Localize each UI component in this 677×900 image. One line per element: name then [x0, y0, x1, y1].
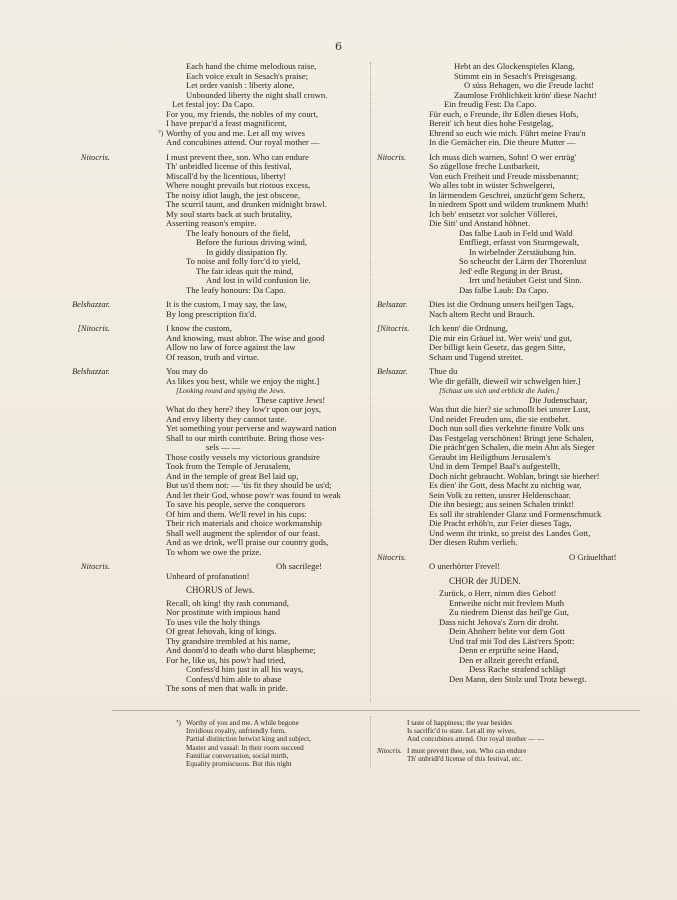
verse-line: Irrt und betäubet Geist und Sinn. [469, 275, 582, 285]
verse-line: Thue du [429, 366, 458, 376]
verse-line: Nach altem Recht und Brauch. [429, 308, 535, 319]
verse-line: Dass nicht Jehova's Zorn dir droht. [439, 616, 559, 627]
verse-line: And concubines attend. Our royal mother — [166, 137, 320, 147]
verse-line: Doch nicht gebraucht. Wohlan, bringt sie hierher! [429, 470, 600, 481]
verse-line: As likes you best, while we enjoy the night.] [166, 375, 320, 386]
verse-line: For he, like us, his pow'r had tried, [166, 654, 286, 665]
footnote-left [176, 719, 366, 769]
verse-line: And lost in wild confusion lie. [206, 275, 311, 285]
verse-line: Worthy of you and me. Let all my wives [166, 127, 305, 138]
verse-line: Oh sacrilege! [276, 561, 323, 571]
verse-line: Partial distinction betwixt king and subject, [186, 735, 311, 744]
verse-line: Shall well augment the splendor of our feast. [166, 527, 321, 538]
verse-line: It is the custom, I may say, the law, [166, 299, 287, 309]
verse-line: But us'd them not: — 'tis fit they should be us'd; [166, 480, 332, 490]
german-belsazar-1 [377, 300, 639, 319]
german-belsazar-2 [377, 367, 639, 548]
german-column [377, 62, 639, 684]
verse-line: Und in dem Tempel Baal's aufgestellt, [429, 461, 561, 471]
verse-line: Asserting reason's empire. [166, 218, 257, 228]
verse-line: Let festal joy: Da Capo. [172, 99, 255, 109]
verse-line: Worthy of you and me. A while begone [186, 719, 299, 727]
speaker-label: Nitocris. [377, 552, 407, 562]
verse-line: Die Sitt' und Anstand höhnet. [429, 218, 531, 228]
verse-line: I taste of happiness; the year besides [407, 719, 512, 727]
verse-line: Confess'd him able to abase [186, 673, 282, 684]
verse-line: Each hand the chime melodious raise, [186, 61, 317, 71]
verse-line: Das falbe Laub: Da Capo. [459, 284, 549, 295]
verse-line: I must prevent thee, son. Who can endure [407, 746, 527, 755]
verse-line: So scheucht der Lärm der Thorenlust [459, 256, 587, 266]
verse-line: Wo alles tobt in wüster Schwelgerei, [429, 180, 555, 190]
verse-line: sels — — [206, 442, 241, 452]
verse-line: And knowing, must abhor. The wise and good [166, 332, 325, 343]
verse-line: Is sacrific'd to state. Let all my wives, [407, 727, 516, 736]
verse-line: In wirbelnder Zerstäubung hin. [469, 246, 576, 257]
verse-line: Scham und Tugend streitet. [429, 351, 524, 362]
verse-line: The sons of men that walk in pride. [166, 683, 288, 693]
speaker-label: Nitocris. [377, 746, 402, 755]
verse-line: To uses vile the holy things [166, 616, 261, 627]
verse-line: O süss Behagen, wo die Freude lacht! [464, 80, 595, 90]
verse-line: Familiar conversation, social mirth, [186, 751, 289, 760]
verse-line: To whom we owe the prize. [166, 546, 262, 557]
verse-line: Of reason, truth and virtue. [166, 351, 260, 362]
footnote-rule [112, 710, 640, 711]
verse-line: Confess'd him just in all his ways, [186, 664, 304, 674]
verse-line: Ehrend so euch wie mich. Führt meine Frau'n [429, 127, 586, 138]
english-nitocris-2 [77, 323, 364, 362]
verse-line: And as we drink, we'll praise our country gods, [166, 537, 329, 547]
verse-line: And doom'd to death who durst blaspheme; [166, 645, 316, 655]
verse-line: Master and vassal: In their room succeed [186, 743, 304, 752]
verse-line: Th' unbridl'd license of this festival, etc. [407, 754, 523, 763]
verse-line: Ich beb' entsetzt vor solcher Völlerei, [429, 208, 558, 219]
verse-line: Geraubt im Heiligthum Jerusalem's [429, 451, 551, 462]
verse-line: Zurück, o Herr, nimm dies Gebot! [439, 588, 557, 598]
footnote-divider [370, 716, 371, 768]
verse-line: Unheard of profanation! [166, 570, 250, 581]
verse-line: You may do [166, 366, 208, 376]
verse-line: Thy grandsire trembled at his name, [166, 635, 291, 646]
speaker-label: [Nitocris. [377, 324, 410, 333]
english-belshazzar-2 [72, 366, 364, 557]
verse-line: O Gräuelthat! [569, 551, 617, 562]
english-belshazzar-1 [72, 299, 364, 319]
verse-line: Was thut die hier? sie schmollt bei unsrer Lust, [429, 404, 591, 414]
footnote-marker: ⁷) [176, 719, 181, 727]
speaker-label: Belshazzar. [72, 367, 110, 376]
verse-line: The leafy honours: Da Capo. [186, 284, 286, 295]
verse-line: Denn er erprüfte seine Hand, [459, 645, 559, 655]
verse-line: Das Festgelag verschönen! Bringt jene Schalen, [429, 432, 594, 443]
verse-line: Dies ist die Ordnung unsers heil'gen Tags, [429, 299, 574, 309]
verse-line: My soul starts back at such brutality, [166, 208, 293, 219]
verse-line: Recall, oh king! thy rash command, [166, 597, 289, 608]
verse-line: Entweihe nicht mit frevlem Muth [449, 597, 565, 608]
verse-line: Der diesen Ruhm verlieh. [429, 537, 518, 547]
verse-line: To save his people, serve the conquerors [166, 499, 306, 509]
verse-line: Und wenn ihr trinkt, so preist des Landes Gott, [429, 527, 591, 538]
verse-line: And in the temple of great Bel laid up, [166, 470, 299, 481]
verse-line: Of great Jehovah, king of kings. [166, 626, 277, 636]
verse-line: Bereit' ich heut dies hohe Festgelag, [429, 118, 554, 128]
verse-line: Die mir ein Gräuel ist. Wer weis' und gut, [429, 332, 572, 343]
verse-line: I must prevent thee, son. Who can endure [166, 151, 309, 162]
verse-line: Den er allzeit gerecht erfand, [459, 654, 559, 665]
verse-line: Those costly vessels my victorious grandsire [166, 451, 320, 462]
verse-line: The leafy honours of the field, [186, 227, 291, 238]
speaker-label: Nitocris. [377, 152, 407, 162]
verse-line: Where nought prevails but riotous excess, [166, 180, 311, 190]
verse-line: Die ihn besiegt; aus seinen Schalen trinkt! [429, 499, 575, 509]
verse-line: Der billigt kein Gesetz, das gegen Sitte, [429, 342, 566, 352]
column-divider [370, 62, 371, 702]
verse-line: Yet something your perverse and wayward nation [166, 423, 337, 433]
verse-line: I know the custom, [166, 323, 232, 333]
verse-line: Wie dir gefällt, dieweil wir schwelgen hier.] [429, 375, 581, 386]
verse-line: I have prepar'd a feast magnificent, [166, 118, 287, 128]
verse-line: Took from the Temple of Jerusalem, [166, 461, 291, 471]
verse-line: To noise and folly forc'd to yield, [186, 256, 301, 266]
verse-line: Für euch, o Freunde, ihr Edlen dieses Hofs, [429, 108, 579, 119]
verse-line: Zu niedrem Dienst das heil'ge Gut, [449, 607, 569, 617]
verse-line: In lärmendem Geschrei, unzücht'gem Scherz, [429, 189, 586, 200]
speaker-label: [Nitocris. [77, 324, 110, 333]
verse-line: Th' unbridled license of this festival, [166, 161, 292, 171]
verse-line: Miscall'd by the licentious, liberty! [166, 170, 287, 181]
verse-line: And let their God, whose pow'r was found to weak [166, 489, 341, 500]
verse-line: Doch nun soll dies verkehrte finstre Volk uns [429, 423, 585, 433]
chorus-heading: CHORUS of Jews. [186, 585, 255, 595]
verse-line: Each voice exult in Sesach's praise; [186, 70, 309, 81]
verse-line: Dein Ahnherr bebte vor dem Gott [449, 626, 565, 636]
english-nitocris-3 [80, 561, 364, 581]
verse-line: Ich kenn' die Ordnung, [429, 323, 508, 333]
verse-line: O unerhörter Frevel! [429, 561, 501, 571]
verse-line: Of him and them. We'll revel in his cups: [166, 508, 307, 519]
verse-line: Die Pracht erhöh'n, zur Feier dieses Tags, [429, 518, 572, 528]
english-chorus [112, 586, 364, 694]
stage-direction: [Schaut um sich und erblickt die Juden.] [439, 386, 560, 395]
verse-line: Jed' edle Regung in der Brust, [459, 265, 563, 276]
verse-line: The fair ideas quit the mind, [196, 265, 294, 276]
footnote-reference: ⁷) [158, 130, 164, 138]
verse-line: Stimmt ein in Sesach's Preisgesang. [454, 70, 578, 81]
verse-line: The scurril taunt, and drunken midnight brawl. [166, 199, 327, 209]
verse-line: Shall to our mirth contribute. Bring those ves- [166, 432, 325, 443]
verse-line: Ich muss dich warnen, Sohn! O wer erträg' [429, 151, 577, 162]
verse-line: In die Gemächer ein. Die theure Mutter — [429, 137, 576, 147]
verse-line: Allow no law of force against the law [166, 342, 296, 352]
verse-line: Zaumlose Fröhlichkeit krön' diese Nacht! [454, 89, 597, 100]
verse-line: Before the furious driving wind, [196, 237, 307, 247]
verse-line: Die Judenschaar, [529, 394, 588, 405]
footnote-right [377, 719, 639, 763]
verse-line: So zügellose freche Lustbarkeit, [429, 161, 540, 171]
verse-line: Nor prostitute with impious hand [166, 607, 281, 617]
verse-line: Invidious royalty, unfriendly form, [186, 727, 286, 736]
speaker-label: Nitocris. [80, 152, 110, 162]
page-number: 6 [335, 40, 342, 53]
german-nitocris-1 [377, 153, 639, 296]
verse-line: And envy liberty they cannot taste. [166, 413, 287, 424]
english-nitocris-1 [80, 151, 364, 296]
verse-line: In niedrem Spott und wildem trunknem Muth! [429, 199, 589, 209]
german-nitocris-3 [377, 553, 639, 572]
verse-line: These captive Jews! [256, 394, 326, 405]
speaker-label: Belsazar. [377, 367, 408, 376]
verse-line: Es dien' ihr Gott, dess Macht zu nichtig war, [429, 480, 582, 490]
verse-line: For you, my friends, the nobles of my court, [166, 108, 319, 119]
speaker-label: Belsazar. [377, 300, 408, 309]
verse-line: Den Mann, den Stolz und Trotz bewegt. [449, 673, 587, 684]
speaker-label: Belshazzar. [72, 300, 110, 309]
verse-line: The noisy idiot laugh, the jest obscene, [166, 189, 301, 200]
verse-line: Dess Rache strafend schlägt [469, 664, 566, 674]
verse-line: Let order vanish : liberty alone, [186, 80, 295, 90]
verse-line: Ein freudig Fest: Da Capo. [444, 99, 537, 109]
english-column [72, 61, 364, 694]
german-chorus [377, 577, 639, 685]
verse-line: Sein Volk zu retten, unsrer Heldenschaar. [429, 489, 571, 500]
stage-direction: [Looking round and spying the Jews. [176, 386, 286, 395]
verse-line: Es soll ihr strahlender Glanz und Formenschmuck [429, 508, 602, 519]
verse-line: Und traf mit Tod des Läst'rers Spott: [449, 635, 575, 646]
verse-line: Unbounded liberty the night shall crown. [186, 89, 328, 100]
german-block-1 [377, 62, 639, 148]
verse-line: Und neidet Freuden uns, die sie entbehrt. [429, 413, 571, 424]
verse-line: Das falbe Laub in Feld und Wald [459, 227, 573, 238]
speaker-label: Nitocris. [80, 562, 110, 571]
verse-line: Entfliegt, erfasst von Sturmgewalt, [459, 237, 580, 247]
verse-line: What do they here? they low'r upon our joys, [166, 404, 322, 414]
verse-line: In giddy dissipation fly. [206, 246, 288, 257]
verse-line: Their rich materials and choice workmanship [166, 518, 322, 528]
verse-line: By long prescription fix'd. [166, 308, 257, 319]
german-nitocris-2 [377, 324, 639, 362]
verse-line: Equality promiscuous. But this night [186, 760, 292, 769]
verse-line: Hebt an des Glockenspieles Klang, [454, 61, 575, 71]
verse-line: Von euch Freiheit und Freude missbenannt; [429, 170, 579, 181]
verse-line: Die prächt'gen Schalen, die mein Ahn als Sieger [429, 442, 595, 452]
verse-line: And concubines attend. Our royal mother — — [407, 735, 545, 744]
english-block-1 [112, 62, 364, 148]
chorus-heading: CHOR der JUDEN. [449, 575, 521, 586]
